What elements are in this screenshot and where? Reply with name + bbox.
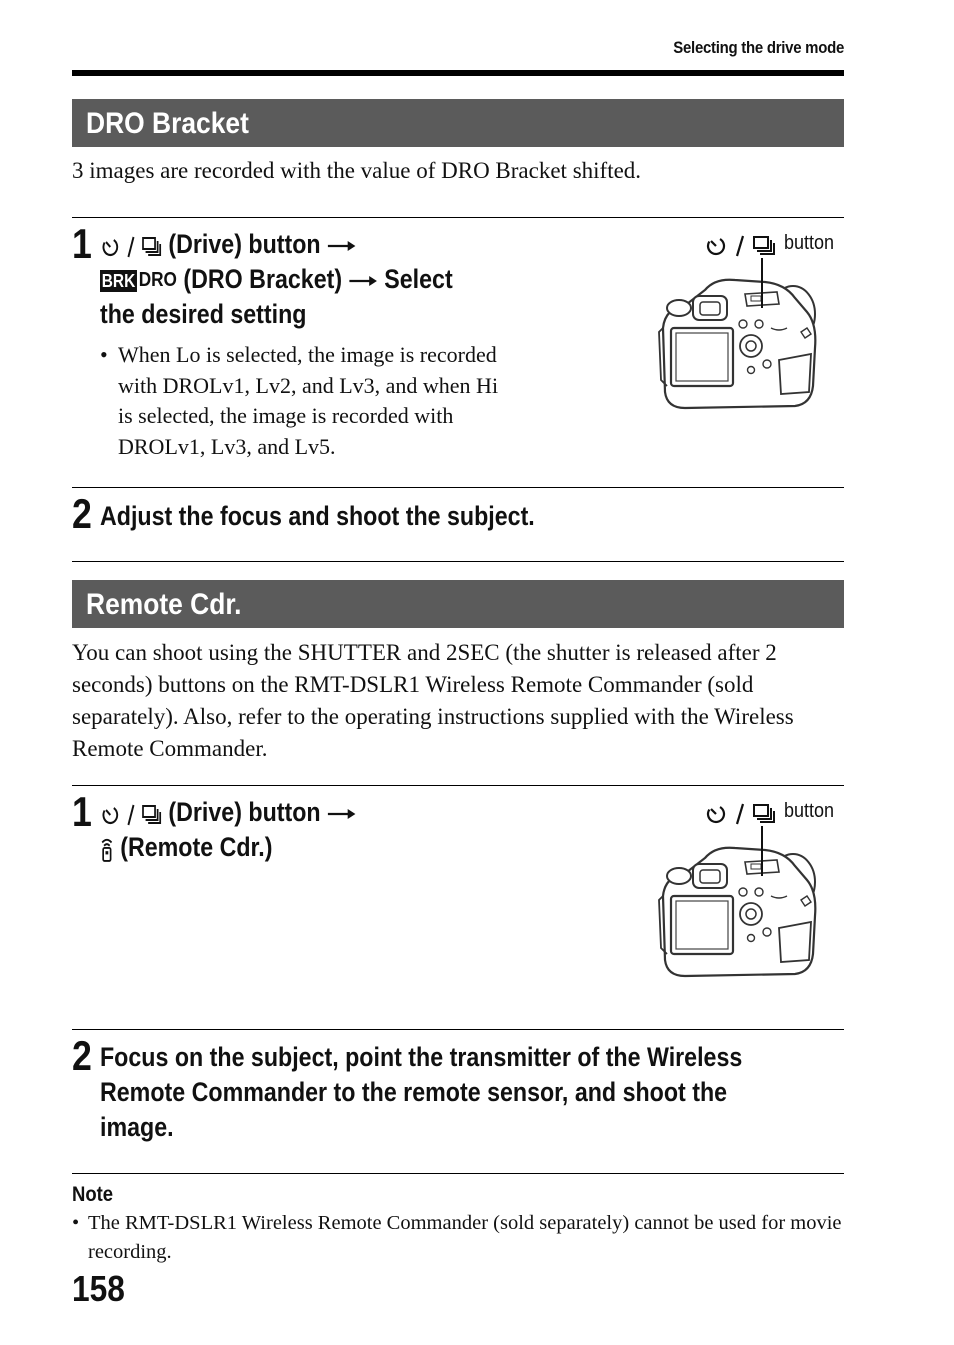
section-title: Remote Cdr. [86,588,242,621]
step-number: 1 [72,788,92,835]
step1-drive-text: (Drive) button [168,229,321,259]
remote-step1-line2 [100,830,272,865]
running-header: Selecting the drive mode [673,38,844,57]
step-number: 2 [72,490,92,537]
remote-step1-drive-text: (Drive) button [168,797,321,827]
image-caption: button [784,800,835,822]
remote-commander-icon [100,836,114,862]
camera-illustration [655,836,825,986]
right-arrow-icon [349,274,378,288]
remote-step2-line3: image. [100,1112,174,1142]
section-bar-dro-bracket [72,99,844,147]
step1-line2 [100,262,453,298]
step-number: 2 [72,1032,92,1079]
divider [72,217,844,218]
pointer-line [756,826,768,876]
step1-line1 [100,227,356,262]
divider [72,487,844,488]
drive-icon [100,801,162,827]
bullet-dot: • [100,342,108,367]
section-bar-remote-cdr [72,580,844,628]
header-rule [72,70,844,76]
bullet-text: When Lo is selected, the image is recorded with DROLv1, Lv2, and Lv3, and when Hi is selected, the image is recorded with DROLv1, Lv3, and Lv5. [118,342,499,459]
divider [72,1173,844,1174]
bullet-dot: • [72,1212,80,1234]
page-number: 158 [72,1268,125,1309]
step1-line3: the desired setting [100,299,307,329]
divider [72,1029,844,1030]
camera-illustration [655,268,825,418]
remote-intro: You can shoot using the SHUTTER and 2SEC (the shutter is released after 2 seconds) buttons on the RMT-DSLR1 Wireless Remote Commander (sold separately). Also, refer to the operating instructions supplied with the Wireless Remote Commander. [72,640,794,761]
drive-icon [704,800,776,826]
remote-step2-line1: Focus on the subject, point the transmitter of the Wireless [100,1042,743,1072]
note-text: The RMT-DSLR1 Wireless Remote Commander (sold separately) cannot be used for movie recording. [88,1212,842,1263]
image-caption: button [784,232,835,254]
right-arrow-icon [327,807,356,821]
drive-icon [100,233,162,259]
step1-dro-text: (DRO Bracket) [183,264,343,294]
step2-text: Adjust the focus and shoot the subject. [100,501,535,531]
step-number: 1 [72,220,92,267]
note-label: Note [72,1183,114,1206]
brk-icon: BRK [101,270,136,291]
remote-step1-text: (Remote Cdr.) [120,832,273,862]
drive-icon [704,232,776,258]
dro-intro: 3 images are recorded with the value of DRO Bracket shifted. [72,158,642,183]
dro-icon: DRO [138,269,177,292]
pointer-line [756,258,768,308]
section-title: DRO Bracket [86,107,249,140]
step1-select-text: Select [384,264,453,294]
remote-step1-line1 [100,795,356,830]
divider [72,561,844,562]
remote-step2-line2: Remote Commander to the remote sensor, and shoot the [100,1077,728,1107]
divider [72,785,844,786]
right-arrow-icon [327,239,356,253]
